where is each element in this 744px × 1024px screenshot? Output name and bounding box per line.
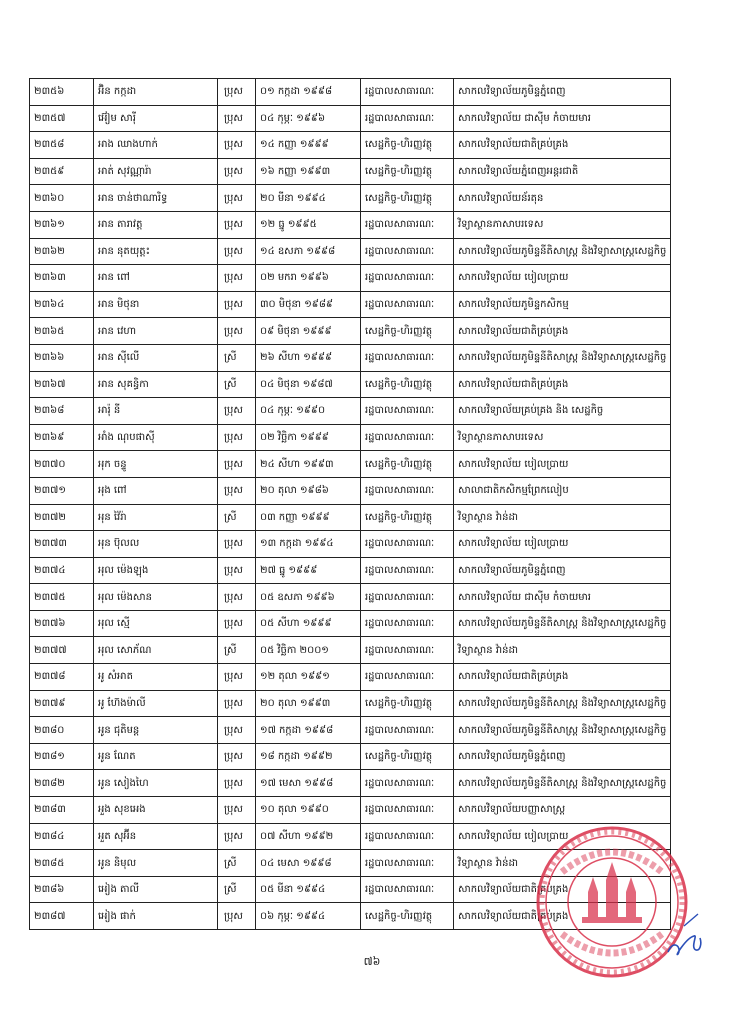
date-of-birth: ១៨ កក្កដា ១៩៩២: [256, 743, 361, 770]
row-number: ២៣៥៩: [30, 158, 94, 185]
row-number: ២៣៨១: [30, 743, 94, 770]
gender: ប្រុស: [218, 531, 256, 558]
candidate-name: អុន វ៉ៃរ៉ា: [94, 504, 218, 531]
institution: វិទ្យាស្ថាន វ៉ាន់ដា: [454, 637, 671, 664]
row-number: ២៣៨៤: [30, 823, 94, 850]
candidate-name: អុល ស្មើ: [94, 610, 218, 637]
gender: ប្រុស: [218, 318, 256, 345]
candidate-name: អាត់ សុវណ្ណារ៉ា: [94, 158, 218, 185]
date-of-birth: ៣០ មិថុនា ១៩៨៩: [256, 291, 361, 318]
row-number: ២៣៨៧: [30, 903, 94, 930]
row-number: ២៣៦៣: [30, 265, 94, 292]
gender: ប្រុស: [218, 211, 256, 238]
date-of-birth: ២០ តុលា ១៩៩៣: [256, 690, 361, 717]
date-of-birth: ០៥ វិច្ឆិកា ២០០១: [256, 637, 361, 664]
field-of-study: រដ្ឋបាលសាធារណៈ: [361, 637, 454, 664]
row-number: ២៣៧៣: [30, 531, 94, 558]
institution: សាកលវិទ្យាល័យ ជាស៊ីម កំចាយមារ: [454, 584, 671, 611]
candidate-name: អុន ប៊ុលល: [94, 531, 218, 558]
field-of-study: រដ្ឋបាលសាធារណៈ: [361, 265, 454, 292]
handwritten-signature: [664, 908, 704, 958]
institution: សាលាជាតិកសិកម្មព្រែកលៀប: [454, 477, 671, 504]
table-row: [30, 238, 671, 265]
institution: វិទ្យាស្ថានភាសាបរទេស: [454, 211, 671, 238]
field-of-study: សេដ្ឋកិច្ច-ហិរញ្ញវត្ថុ: [361, 185, 454, 212]
field-of-study: រដ្ឋបាលសាធារណៈ: [361, 610, 454, 637]
date-of-birth: ២៧ ធ្នូ ១៩៩៩: [256, 557, 361, 584]
row-number: ២៣៨២: [30, 770, 94, 797]
field-of-study: រដ្ឋបាលសាធារណៈ: [361, 770, 454, 797]
field-of-study: រដ្ឋបាលសាធារណៈ: [361, 238, 454, 265]
row-number: ២៣៧១: [30, 477, 94, 504]
date-of-birth: ០២ មករា ១៩៩៦: [256, 265, 361, 292]
candidate-name: អាំង ណុបផាស៊ី: [94, 424, 218, 451]
table-row: [30, 318, 671, 345]
candidate-name: អូន និមុល: [94, 850, 218, 877]
candidate-table: [29, 78, 670, 930]
table-row: [30, 371, 671, 398]
field-of-study: រដ្ឋបាលសាធារណៈ: [361, 584, 454, 611]
gender: ប្រុស: [218, 717, 256, 744]
gender: ប្រុស: [218, 238, 256, 265]
field-of-study: សេដ្ឋកិច្ច-ហិរញ្ញវត្ថុ: [361, 132, 454, 159]
table-row: [30, 211, 671, 238]
date-of-birth: ០៥ ឧសភា ១៩៩៦: [256, 584, 361, 611]
gender: ប្រុស: [218, 797, 256, 824]
date-of-birth: ១៣ កក្កដា ១៩៩៤: [256, 531, 361, 558]
date-of-birth: ២០ តុលា ១៩៨៦: [256, 477, 361, 504]
institution: សាកលវិទ្យាល័យភូមិន្ទកសិកម្ម: [454, 291, 671, 318]
institution: សាកលវិទ្យាល័យភូមិន្ទនីតិសាស្ត្រ និងវិទ្យាសាស្ត្រសេដ្ឋកិច្ច: [454, 770, 671, 797]
candidate-name: អុក ចន្ទូ: [94, 451, 218, 478]
gender: ប្រុស: [218, 610, 256, 637]
institution: វិទ្យាស្ថាន វ៉ាន់ដា: [454, 850, 671, 877]
table-row: [30, 265, 671, 292]
candidate-name: អុង ពៅ: [94, 477, 218, 504]
date-of-birth: ២៤ សីហា ១៩៩៣: [256, 451, 361, 478]
candidate-name: អាន ពៅ: [94, 265, 218, 292]
institution: សាកលវិទ្យាល័យជាតិគ្រប់គ្រង: [454, 903, 671, 930]
table-row: [30, 610, 671, 637]
row-number: ២៣៥៧: [30, 105, 94, 132]
row-number: ២៣៦៤: [30, 291, 94, 318]
field-of-study: សេដ្ឋកិច្ច-ហិរញ្ញវត្ថុ: [361, 371, 454, 398]
gender: ប្រុស: [218, 477, 256, 504]
candidate-name: អ៊ិន កក្កដា: [94, 79, 218, 106]
candidate-name: អួត សុអ៊ីន: [94, 823, 218, 850]
institution: សាកលវិទ្យាល័យភូមិន្ទនីតិសាស្ត្រ និងវិទ្យាសាស្ត្រសេដ្ឋកិច្ច: [454, 717, 671, 744]
gender: ប្រុស: [218, 185, 256, 212]
candidate-name: អូន សៀងហៃ: [94, 770, 218, 797]
row-number: ២៣៦៩: [30, 424, 94, 451]
row-number: ២៣៥៨: [30, 132, 94, 159]
table-row: [30, 424, 671, 451]
institution: សាកលវិទ្យាល័យភូមិន្ទនីតិសាស្ត្រ និងវិទ្យាសាស្ត្រសេដ្ឋកិច្ច: [454, 238, 671, 265]
gender: ប្រុស: [218, 132, 256, 159]
candidate-name: អាន នុតយុត្តះ: [94, 238, 218, 265]
row-number: ២៣៧៧: [30, 637, 94, 664]
gender: ប្រុស: [218, 557, 256, 584]
field-of-study: សេដ្ឋកិច្ច-ហិរញ្ញវត្ថុ: [361, 903, 454, 930]
institution: សាកលវិទ្យាល័យភូមិន្ទនីតិសាស្ត្រ និងវិទ្យាសាស្ត្រសេដ្ឋកិច្ច: [454, 344, 671, 371]
row-number: ២៣៨៣: [30, 797, 94, 824]
row-number: ២៣៦៨: [30, 398, 94, 425]
date-of-birth: ០៣ កញ្ញា ១៩៩៩: [256, 504, 361, 531]
institution: សាកលវិទ្យាល័យភូមិន្ទនីតិសាស្ត្រ និងវិទ្យាសាស្ត្រសេដ្ឋកិច្ច: [454, 610, 671, 637]
institution: សាកលវិទ្យាល័យ បៀលប្រាយ: [454, 451, 671, 478]
date-of-birth: ១២ តុលា ១៩៩១: [256, 664, 361, 691]
gender: ប្រុស: [218, 743, 256, 770]
row-number: ២៣៨០: [30, 717, 94, 744]
date-of-birth: ១៦ កញ្ញា ១៩៩៣: [256, 158, 361, 185]
gender: ស្រី: [218, 637, 256, 664]
table-row: [30, 584, 671, 611]
date-of-birth: ២០ មីនា ១៩៩៤: [256, 185, 361, 212]
gender: ប្រុស: [218, 584, 256, 611]
table-row: [30, 664, 671, 691]
table-row: [30, 717, 671, 744]
candidate-name: អាង ឈាងហាក់: [94, 132, 218, 159]
candidate-name: អៀង ផាក់: [94, 903, 218, 930]
institution: សាកលវិទ្យាល័យបញ្ញាសាស្ត្រ: [454, 797, 671, 824]
table-row: [30, 690, 671, 717]
institution: សាកលវិទ្យាល័យជាតិគ្រប់គ្រង: [454, 371, 671, 398]
institution: សាកលវិទ្យាល័យជាតិគ្រប់គ្រង: [454, 318, 671, 345]
gender: ប្រុស: [218, 664, 256, 691]
candidate-name: អាន សុគន្ធិកា: [94, 371, 218, 398]
candidate-name: អូន ណែត: [94, 743, 218, 770]
table-row: [30, 398, 671, 425]
gender: ប្រុស: [218, 398, 256, 425]
institution: សាកលវិទ្យាល័យភ្នំពេញអន្តរជាតិ: [454, 158, 671, 185]
field-of-study: រដ្ឋបាលសាធារណៈ: [361, 717, 454, 744]
gender: ស្រី: [218, 371, 256, 398]
row-number: ២៣៦១: [30, 211, 94, 238]
field-of-study: រដ្ឋបាលសាធារណៈ: [361, 876, 454, 903]
date-of-birth: ០៥ មីនា ១៩៩៤: [256, 876, 361, 903]
candidate-name: អាន ស៊ីលើ: [94, 344, 218, 371]
institution: សាកលវិទ្យាល័យន័រតុន: [454, 185, 671, 212]
field-of-study: រដ្ឋបាលសាធារណៈ: [361, 557, 454, 584]
gender: ប្រុស: [218, 903, 256, 930]
gender: ប្រុស: [218, 105, 256, 132]
gender: ប្រុស: [218, 291, 256, 318]
table-row: [30, 531, 671, 558]
date-of-birth: ០១ កក្កដា ១៩៩៨: [256, 79, 361, 106]
institution: សាកលវិទ្យាល័យភូមិន្ទភ្នំពេញ: [454, 557, 671, 584]
row-number: ២៣៨៥: [30, 850, 94, 877]
gender: ប្រុស: [218, 690, 256, 717]
date-of-birth: ០៤ មិថុនា ១៩៨៧: [256, 371, 361, 398]
date-of-birth: ១៧ កក្កដា ១៩៩៨: [256, 717, 361, 744]
gender: ប្រុស: [218, 79, 256, 106]
candidate-name: អុល ម៉េងសាន: [94, 584, 218, 611]
row-number: ២៣៦០: [30, 185, 94, 212]
candidate-name: អួង សុខអេង: [94, 797, 218, 824]
row-number: ២៣៦៥: [30, 318, 94, 345]
table-row: [30, 79, 671, 106]
field-of-study: រដ្ឋបាលសាធារណៈ: [361, 398, 454, 425]
institution: សាកលវិទ្យាល័យជាតិគ្រប់គ្រង: [454, 876, 671, 903]
table-row: [30, 770, 671, 797]
gender: ប្រុស: [218, 451, 256, 478]
field-of-study: សេដ្ឋកិច្ច-ហិរញ្ញវត្ថុ: [361, 318, 454, 345]
gender: ប្រុស: [218, 823, 256, 850]
institution: សាកលវិទ្យាល័យភូមិន្ទនីតិសាស្ត្រ និងវិទ្យាសាស្ត្រសេដ្ឋកិច្ច: [454, 690, 671, 717]
row-number: ២៣៧២: [30, 504, 94, 531]
candidate-name: អារ៉ុ នី: [94, 398, 218, 425]
institution: សាកលវិទ្យាល័យគ្រប់គ្រង និង សេដ្ឋកិច្ច: [454, 398, 671, 425]
gender: ប្រុស: [218, 265, 256, 292]
institution: សាកលវិទ្យាល័យភូមិន្ទភ្នំពេញ: [454, 79, 671, 106]
table-row: [30, 743, 671, 770]
row-number: ២៣៦៧: [30, 371, 94, 398]
row-number: ២៣៧៤: [30, 557, 94, 584]
field-of-study: រដ្ឋបាលសាធារណៈ: [361, 664, 454, 691]
institution: សាកលវិទ្យាល័យជាតិគ្រប់គ្រង: [454, 664, 671, 691]
gender: ស្រី: [218, 876, 256, 903]
date-of-birth: ០៤ កុម្ភៈ ១៩៩០: [256, 398, 361, 425]
table-row: [30, 637, 671, 664]
candidate-name: អាន វេហា: [94, 318, 218, 345]
row-number: ២៣៨៦: [30, 876, 94, 903]
table-row: [30, 451, 671, 478]
date-of-birth: ០៩ មិថុនា ១៩៩៩: [256, 318, 361, 345]
field-of-study: រដ្ឋបាលសាធារណៈ: [361, 531, 454, 558]
table-row: [30, 105, 671, 132]
date-of-birth: ០២ វិច្ឆិកា ១៩៩៩: [256, 424, 361, 451]
table-row: [30, 158, 671, 185]
field-of-study: រដ្ឋបាលសាធារណៈ: [361, 477, 454, 504]
date-of-birth: ១២ ធ្នូ ១៩៩៥: [256, 211, 361, 238]
row-number: ២៣៧០: [30, 451, 94, 478]
field-of-study: រដ្ឋបាលសាធារណៈ: [361, 211, 454, 238]
field-of-study: សេដ្ឋកិច្ច-ហិរញ្ញវត្ថុ: [361, 690, 454, 717]
gender: ស្រី: [218, 344, 256, 371]
table-row: [30, 344, 671, 371]
field-of-study: រដ្ឋបាលសាធារណៈ: [361, 344, 454, 371]
row-number: ២៣៦២: [30, 238, 94, 265]
table-row: [30, 477, 671, 504]
field-of-study: សេដ្ឋកិច្ច-ហិរញ្ញវត្ថុ: [361, 504, 454, 531]
date-of-birth: ១៤ កញ្ញា ១៩៩៩: [256, 132, 361, 159]
date-of-birth: ២៦ សីហា ១៩៩៩: [256, 344, 361, 371]
candidate-name: អ៊ៀម សារ៉ី: [94, 105, 218, 132]
page-number: ៧៦: [363, 955, 381, 968]
field-of-study: រដ្ឋបាលសាធារណៈ: [361, 79, 454, 106]
field-of-study: រដ្ឋបាលសាធារណៈ: [361, 105, 454, 132]
date-of-birth: ០៥ សីហា ១៩៩៩: [256, 610, 361, 637]
field-of-study: រដ្ឋបាលសាធារណៈ: [361, 291, 454, 318]
row-number: ២៣៦៦: [30, 344, 94, 371]
table-row: [30, 185, 671, 212]
table-row: [30, 132, 671, 159]
field-of-study: រដ្ឋបាលសាធារណៈ: [361, 797, 454, 824]
institution: វិទ្យាស្ថាន វ៉ាន់ដា: [454, 504, 671, 531]
gender: ប្រុស: [218, 770, 256, 797]
field-of-study: សេដ្ឋកិច្ច-ហិរញ្ញវត្ថុ: [361, 743, 454, 770]
date-of-birth: ០៧ សីហា ១៩៩២: [256, 823, 361, 850]
table-row: [30, 291, 671, 318]
table-row: [30, 504, 671, 531]
table-body: [30, 79, 671, 930]
candidate-name: អុល ម៉េងឡុង: [94, 557, 218, 584]
gender: ស្រី: [218, 850, 256, 877]
table-row: [30, 797, 671, 824]
gender: ស្រី: [218, 504, 256, 531]
row-number: ២៣៧៩: [30, 690, 94, 717]
institution: សាកលវិទ្យាល័យ បៀលប្រាយ: [454, 823, 671, 850]
institution: សាកលវិទ្យាល័យ បៀលប្រាយ: [454, 531, 671, 558]
date-of-birth: ១០ តុលា ១៩៩០: [256, 797, 361, 824]
date-of-birth: ១៤ ឧសភា ១៩៩៨: [256, 238, 361, 265]
candidate-name: អាន មិថុនា: [94, 291, 218, 318]
row-number: ២៣៥៦: [30, 79, 94, 106]
institution: សាកលវិទ្យាល័យ បៀលប្រាយ: [454, 265, 671, 292]
row-number: ២៣៧៦: [30, 610, 94, 637]
field-of-study: សេដ្ឋកិច្ច-ហិរញ្ញវត្ថុ: [361, 451, 454, 478]
gender: ប្រុស: [218, 158, 256, 185]
table-row: [30, 557, 671, 584]
institution: សាកលវិទ្យាល័យ ជាស៊ីម កំចាយមារ: [454, 105, 671, 132]
candidate-name: អៀង តាលី: [94, 876, 218, 903]
gender: ប្រុស: [218, 424, 256, 451]
row-number: ២៣៧៥: [30, 584, 94, 611]
field-of-study: រដ្ឋបាលសាធារណៈ: [361, 424, 454, 451]
candidate-name: អូន ជុតិមន្ត: [94, 717, 218, 744]
candidate-name: អូ ហ៊ែងម៉ាលី: [94, 690, 218, 717]
field-of-study: សេដ្ឋកិច្ច-ហិរញ្ញវត្ថុ: [361, 158, 454, 185]
candidate-name: អាន ចាន់ថាណារិទ្ធ: [94, 185, 218, 212]
institution: វិទ្យាស្ថានភាសាបរទេស: [454, 424, 671, 451]
candidate-list: [29, 78, 671, 930]
date-of-birth: ០៤ កុម្ភៈ ១៩៩៦: [256, 105, 361, 132]
date-of-birth: ១៧ មេសា ១៩៩៨: [256, 770, 361, 797]
date-of-birth: ០៦ កុម្ភៈ ១៩៩៤: [256, 903, 361, 930]
institution: សាកលវិទ្យាល័យជាតិគ្រប់គ្រង: [454, 132, 671, 159]
institution: សាកលវិទ្យាល័យភូមិន្ទភ្នំពេញ: [454, 743, 671, 770]
candidate-name: អុល សោភ័ណ: [94, 637, 218, 664]
candidate-name: អូ សំអាត: [94, 664, 218, 691]
candidate-name: អាន តារាវត្ត: [94, 211, 218, 238]
row-number: ២៣៧៨: [30, 664, 94, 691]
field-of-study: រដ្ឋបាលសាធារណៈ: [361, 850, 454, 877]
official-seal-stamp: [532, 822, 692, 982]
field-of-study: រដ្ឋបាលសាធារណៈ: [361, 823, 454, 850]
date-of-birth: ០៤ មេសា ១៩៩៨: [256, 850, 361, 877]
